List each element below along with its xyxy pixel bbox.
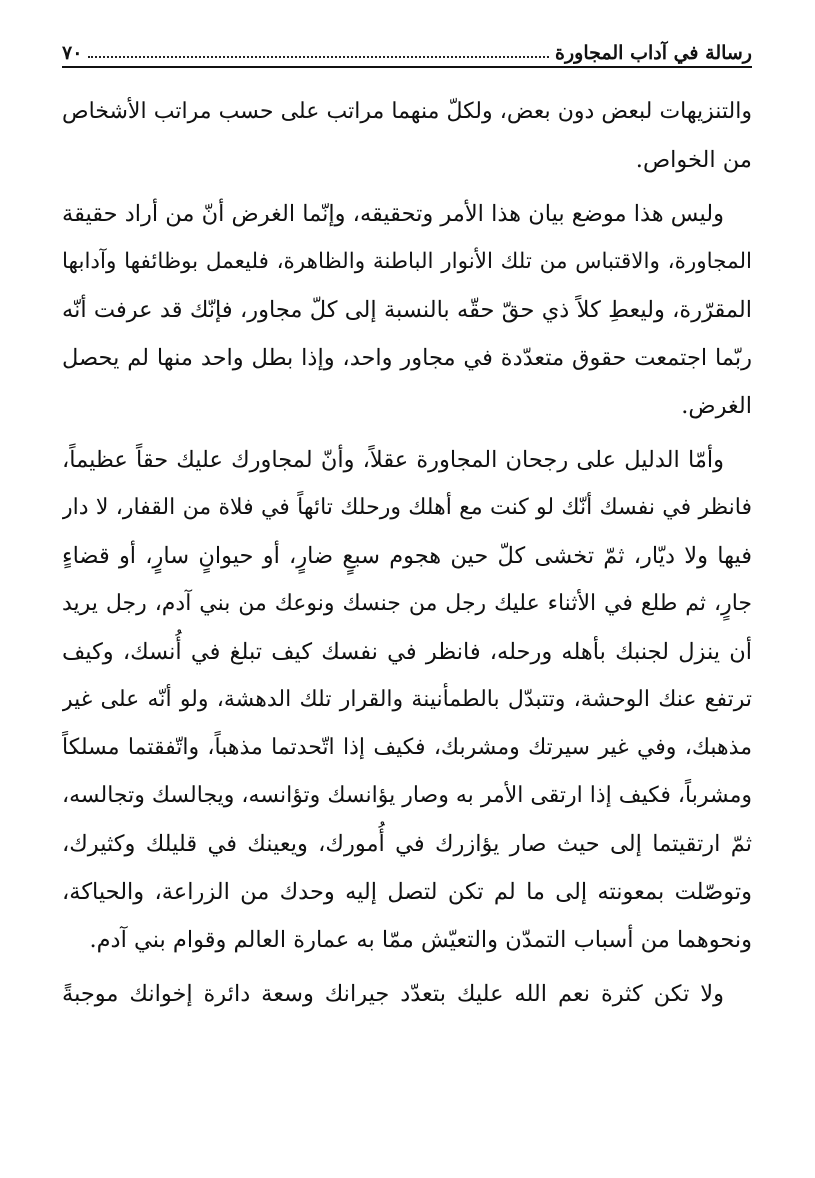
text-line: فيها ولا ديّار، ثمّ تخشى كلّ حين هجوم سبعٍ ضارٍ، أو حيوانٍ سارٍ، أو قضاءٍ: [62, 543, 752, 569]
paragraph: [62, 190, 752, 430]
leader-dots: [88, 55, 549, 58]
text-line: مذهبك، وفي غير سيرتك ومشربك، فكيف إذا اتّحدتما مذهباً، واتّفقتما مسلكاً: [62, 735, 752, 760]
page-number: ٧٠: [62, 42, 83, 64]
running-title: رسالة في آداب المجاورة: [555, 42, 752, 64]
text-line: والتنزيهات لبعض دون بعض، ولكلّ منهما مراتب على حسب مراتب الأشخاص: [62, 99, 752, 124]
text-line: جارٍ، ثم طلع في الأثناء عليك رجل من جنسك ونوعك من بني آدم، رجل يريد: [62, 591, 752, 616]
text-line: ربّما اجتمعت حقوق متعدّدة في مجاور واحد، وإذا بطل واحد منها لم يحصل: [62, 345, 752, 371]
text-line: ولا تكن كثرة نعم الله عليك بتعدّد جيرانك وسعة دائرة إخوانك موجبةً: [62, 981, 724, 1007]
running-header: [62, 28, 752, 64]
text-line: أن ينزل لجنبك بأهله ورحله، فانظر في نفسك كيف تبلغ في أُنسك، وكيف: [62, 639, 752, 665]
text-line: ونحوهما من أسباب التمدّن والتعيّش ممّا به عمارة العالم وقوام بني آدم.: [89, 927, 752, 953]
text-line: المجاورة، والاقتباس من تلك الأنوار الباطنة والظاهرة، فليعمل بوظائفها وآدابها: [62, 249, 752, 274]
text-line: من الخواص.: [635, 147, 752, 173]
text-line: ومشرباً، فكيف إذا ارتقى الأمر به وصار يؤانسك وتؤانسه، ويجالسك وتجالسه،: [62, 783, 752, 808]
text-line: وتوصّلت بمعونته إلى ما لم تكن لتصل إليه وحدك من الزراعة، والحياكة،: [62, 879, 752, 905]
paragraph: [62, 88, 752, 184]
paragraph: [62, 436, 752, 964]
page-body: [62, 88, 752, 1018]
text-line: ثمّ ارتقيتما إلى حيث صار يؤازرك في أُمورك، ويعينك في قليلك وكثيرك،: [62, 831, 752, 857]
text-line: ترتفع عنك الوحشة، وتتبدّل بالطمأنينة والقرار تلك الدهشة، ولو أنّه على غير: [62, 687, 752, 712]
text-line: وأمّا الدليل على رجحان المجاورة عقلاً، وأنّ لمجاورك عليك حقاً عظيماً،: [62, 447, 724, 473]
header-rule: [62, 66, 752, 68]
text-line: وليس هذا موضع بيان هذا الأمر وتحقيقه، وإنّما الغرض أنّ من أراد حقيقة: [62, 201, 724, 227]
text-line: فانظر في نفسك أنّك لو كنت مع أهلك ورحلك تائهاً في فلاة من القفار، لا دار: [62, 495, 752, 520]
text-line: الغرض.: [681, 393, 752, 419]
paragraph: [62, 970, 752, 1018]
text-line: المقرّرة، وليعطِ كلاً ذي حقّ حقّه بالنسبة إلى كلّ مجاور، فإنّك قد عرفت أنّه: [62, 297, 752, 323]
